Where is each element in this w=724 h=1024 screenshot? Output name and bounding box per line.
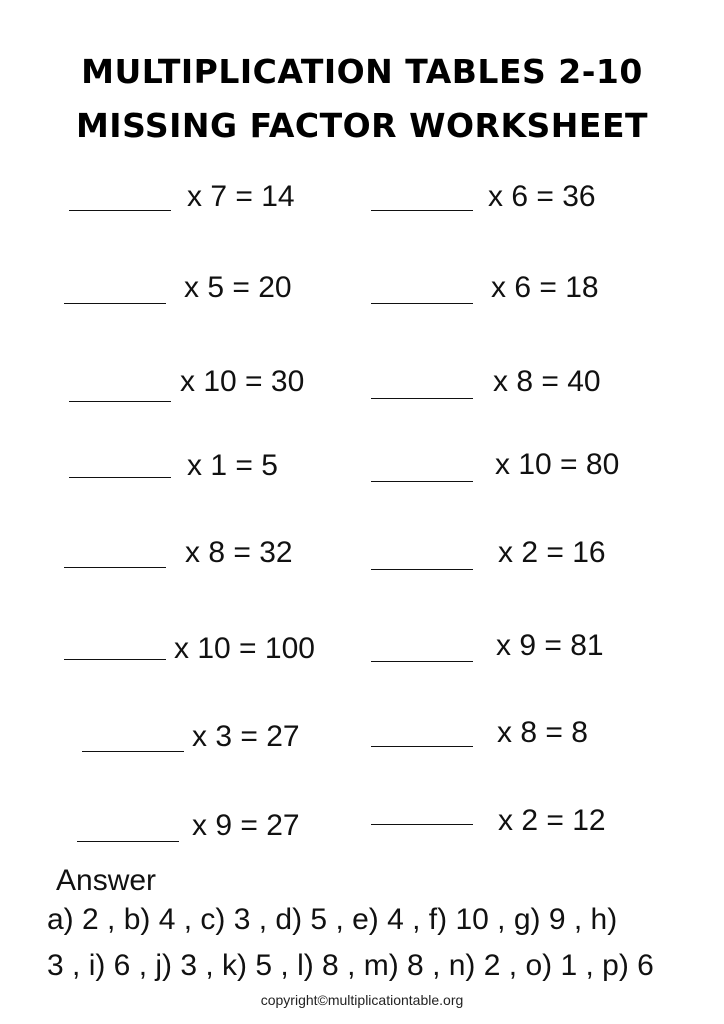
answer-blank[interactable] [371, 210, 473, 211]
problem-equation: x 10 = 80 [495, 448, 620, 481]
problem-equation: x 2 = 16 [498, 536, 606, 569]
copyright-footer: copyright©multiplicationtable.org [260, 992, 464, 1008]
title-line-1: MULTIPLICATION TABLES 2-10 [81, 52, 643, 91]
problem-equation: x 9 = 27 [192, 809, 300, 842]
problem-equation: x 8 = 40 [493, 365, 601, 398]
problem-equation: x 10 = 100 [174, 632, 315, 665]
answer-blank[interactable] [64, 659, 166, 660]
problem-equation: x 10 = 30 [180, 365, 305, 398]
problem-equation: x 6 = 18 [491, 271, 599, 304]
answer-blank[interactable] [77, 841, 179, 842]
answer-heading: Answer [56, 864, 157, 897]
problem-equation: x 5 = 20 [184, 271, 292, 304]
answer-line-2: 3 , i) 6 , j) 3 , k) 5 , l) 8 , m) 8 , n) 2 , o) 1 , p) 6 [47, 949, 654, 982]
answer-blank[interactable] [69, 401, 171, 402]
answer-blank[interactable] [371, 824, 473, 825]
answer-blank[interactable] [371, 746, 473, 747]
problem-equation: x 7 = 14 [187, 180, 295, 213]
answer-blank[interactable] [371, 481, 473, 482]
problem-equation: x 8 = 32 [185, 536, 293, 569]
answer-blank[interactable] [64, 303, 166, 304]
title-line-2: MISSING FACTOR WORKSHEET [75, 106, 649, 145]
answer-blank[interactable] [371, 661, 473, 662]
answer-blank[interactable] [69, 210, 171, 211]
problem-equation: x 9 = 81 [496, 629, 604, 662]
problem-equation: x 8 = 8 [497, 716, 588, 749]
problem-equation: x 1 = 5 [187, 449, 278, 482]
answer-blank[interactable] [371, 303, 473, 304]
answer-blank[interactable] [371, 569, 473, 570]
answer-blank[interactable] [371, 398, 473, 399]
answer-blank[interactable] [82, 751, 184, 752]
problem-equation: x 6 = 36 [488, 180, 596, 213]
answer-blank[interactable] [64, 567, 166, 568]
answer-line-1: a) 2 , b) 4 , c) 3 , d) 5 , e) 4 , f) 10 , g) 9 , h) [47, 903, 618, 936]
problem-equation: x 3 = 27 [192, 720, 300, 753]
problem-equation: x 2 = 12 [498, 804, 606, 837]
answer-blank[interactable] [69, 477, 171, 478]
